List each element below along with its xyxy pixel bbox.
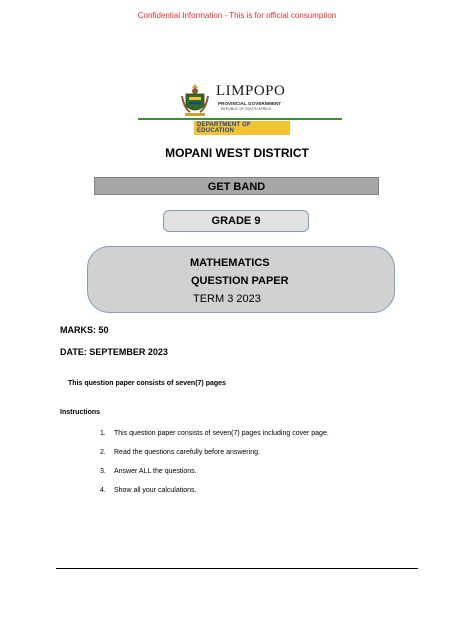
department-banner: DEPARTMENT OF EDUCATION (194, 121, 290, 135)
paper-type-label: QUESTION PAPER (191, 275, 289, 287)
list-item: 2. Read the questions carefully before answering. (100, 449, 260, 456)
limpopo-logo (178, 80, 290, 138)
date-label: DATE: SEPTEMBER 2023 (60, 347, 168, 357)
footer-rule (56, 568, 418, 569)
list-item: 4. Show all your calculations. (100, 487, 197, 494)
term-label: TERM 3 2023 (193, 293, 261, 305)
grade-box: GRADE 9 (163, 210, 309, 232)
logo-divider (138, 118, 342, 120)
district-title: MOPANI WEST DISTRICT (165, 146, 309, 160)
subject-label: MATHEMATICS (190, 257, 270, 269)
instructions-heading: Instructions (60, 409, 101, 416)
marks-label: MARKS: 50 (60, 325, 109, 335)
pages-note: This question paper consists of seven(7) pages (68, 380, 226, 387)
coat-of-arms-icon (180, 82, 210, 118)
band-box: GET BAND (94, 177, 379, 195)
logo-country: REPUBLIC OF SOUTH AFRICA (221, 107, 272, 111)
instructions-list (100, 430, 329, 506)
list-item: 1. This question paper consists of seven(7) pages including cover page. (100, 430, 329, 437)
list-item: 3. Answer ALL the questions. (100, 468, 197, 475)
logo-subtitle: PROVINCIAL GOVERNMENT (218, 101, 282, 106)
paper-info-box (87, 246, 395, 313)
logo-title: LIMPOPO (216, 83, 286, 99)
confidential-notice: Confidential Information - This is for official consumption (137, 11, 337, 20)
